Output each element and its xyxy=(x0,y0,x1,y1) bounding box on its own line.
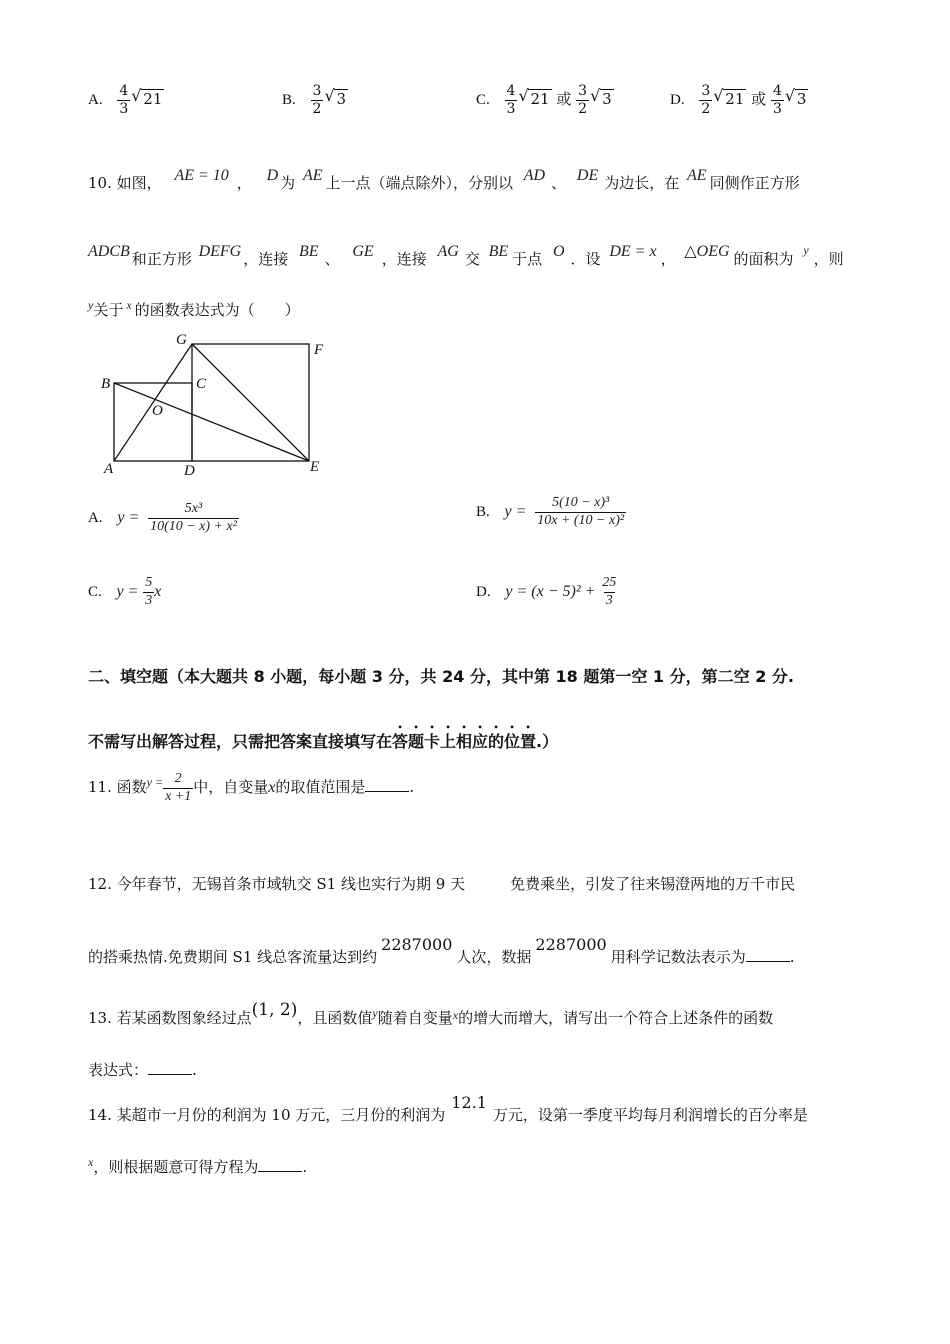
math: AE xyxy=(687,167,707,184)
math: y = (x − 5)² + xyxy=(505,583,596,601)
q9-option-a[interactable] xyxy=(88,84,164,116)
number: 12.1 xyxy=(451,1093,487,1112)
q14-line2 xyxy=(88,1156,307,1177)
number: 2287000 xyxy=(381,935,453,954)
text: ，连接 xyxy=(381,250,427,268)
text: 如图， xyxy=(116,174,162,192)
question-number: 12. xyxy=(88,875,112,893)
or-text: 或 xyxy=(556,90,572,109)
text: . xyxy=(302,1158,308,1176)
section-title: 二、填空题（本大题共 8 小题，每小题 3 分，共 24 分，其中第 18 题第一空 1 分，第二空 2 分. xyxy=(88,667,794,686)
text: ，且函数值 xyxy=(297,1009,373,1027)
math: AE = 10 xyxy=(174,167,229,184)
text: 上一点（端点除外），分别以 xyxy=(325,174,513,192)
q9-option-d[interactable] xyxy=(670,84,808,116)
option-label: A. xyxy=(88,510,103,527)
sqrt: √ 21 xyxy=(528,89,551,108)
text: 为边长，在 xyxy=(604,174,680,192)
option-label: C. xyxy=(476,92,490,109)
q10-line1 xyxy=(88,167,800,193)
text: . xyxy=(409,778,415,797)
square-adcb xyxy=(114,383,192,461)
q10-option-a[interactable] xyxy=(88,502,239,534)
segment-ge xyxy=(192,344,309,461)
option-label: A. xyxy=(88,92,103,109)
text: 于点 xyxy=(512,250,543,268)
sqrt: √ 21 xyxy=(141,89,164,108)
math: y = xyxy=(504,503,527,521)
label-g: G xyxy=(176,332,187,348)
q10-line3 xyxy=(88,299,300,320)
or-text: 或 xyxy=(751,90,767,109)
q12-line1 xyxy=(88,873,795,894)
label-o: O xyxy=(152,403,163,419)
text: 交 xyxy=(464,250,480,268)
text: 中，自变量 xyxy=(193,778,269,797)
q10-option-c[interactable] xyxy=(88,576,161,608)
q14-line1 xyxy=(88,1093,808,1125)
section-instructions xyxy=(88,723,558,752)
math: y xyxy=(88,298,94,312)
fraction: $\frac{4}{3}$ xyxy=(506,83,516,117)
text: 、 xyxy=(551,174,567,192)
text: 和正方形 xyxy=(131,250,192,268)
fraction: $\frac{4}{3}$ xyxy=(119,83,129,117)
fraction: $\frac{3}{2}$ xyxy=(701,83,711,117)
text: 随着自变量 xyxy=(377,1009,453,1027)
fraction: $\frac{25}{3}$ xyxy=(602,575,617,608)
text: 的函数表达式为（ ） xyxy=(134,301,300,319)
label-a: A xyxy=(104,461,114,477)
text: 某超市一月份的利润为 10 万元，三月份的利润为 xyxy=(116,1106,446,1124)
text: 关于 xyxy=(93,301,124,319)
text: 的取值范围是 xyxy=(275,778,366,797)
math: BE xyxy=(488,243,509,260)
fraction: $\frac{4}{3}$ xyxy=(772,83,782,117)
text: ，则 xyxy=(813,250,844,268)
math: x xyxy=(268,779,276,797)
text: ，则根据题意可得方程为 xyxy=(93,1158,259,1176)
text: .） xyxy=(536,732,559,751)
text: 用科学记数法表示为 xyxy=(610,948,746,966)
text: ， xyxy=(236,174,252,192)
math: x xyxy=(126,298,132,312)
answer-blank[interactable] xyxy=(746,949,790,962)
math: y = xyxy=(116,583,139,601)
text: 同侧作正方形 xyxy=(709,174,800,192)
label-b: B xyxy=(101,376,111,392)
math: DE = x xyxy=(609,243,657,260)
math: O xyxy=(552,243,565,260)
q11 xyxy=(88,772,414,804)
q13-line2 xyxy=(88,1059,197,1080)
text: 的面积为 xyxy=(733,250,794,268)
answer-blank[interactable] xyxy=(148,1062,192,1075)
text: . xyxy=(192,1061,197,1079)
option-label: D. xyxy=(670,92,685,109)
fraction: $\frac{3}{2}$ xyxy=(578,83,588,117)
math: AG xyxy=(437,243,459,260)
fraction: $\frac{\text{5(10 − x)³}}{\text{10x + (10 − x)²}}$ xyxy=(537,495,625,528)
label-f: F xyxy=(314,342,324,358)
q10-line2 xyxy=(88,243,844,269)
math: y xyxy=(372,1006,378,1020)
emphasis-text: 答题卡上相应的位置 xyxy=(392,732,537,751)
math: x xyxy=(88,1155,94,1169)
answer-blank[interactable] xyxy=(365,779,409,792)
sqrt: √ 3 xyxy=(795,89,809,108)
math: x xyxy=(154,583,162,601)
text: ．设 xyxy=(570,250,601,268)
q12-line2 xyxy=(88,935,795,967)
math: y = xyxy=(146,775,164,790)
math: D xyxy=(266,167,279,184)
text: 函数 xyxy=(116,778,147,797)
question-number: 13. xyxy=(88,1009,112,1027)
math: DEFG xyxy=(198,243,242,260)
math: BE xyxy=(299,243,319,260)
question-number: 14. xyxy=(88,1106,112,1124)
option-label: B. xyxy=(476,504,490,521)
text: . xyxy=(789,948,795,966)
math: x xyxy=(452,1008,459,1022)
option-label: C. xyxy=(88,584,102,601)
question-number: 11. xyxy=(88,778,112,797)
text: 万元，设第一季度平均每月利润增长的百分率是 xyxy=(492,1106,808,1124)
q10-option-d[interactable] xyxy=(476,576,618,608)
math: GE xyxy=(352,243,374,260)
math: (1, 2) xyxy=(251,1000,298,1020)
question-number: 10. xyxy=(88,174,112,192)
fraction: $\frac{3}{2}$ xyxy=(312,83,322,117)
text: ，连接 xyxy=(243,250,289,268)
math: y xyxy=(803,243,809,257)
math: DE xyxy=(576,167,599,184)
text: 今年春节，无锡首条市域轨交 S1 线也实行为期 9 天 免费乘坐，引发了往来锡澄两地的万千市民 xyxy=(116,875,796,893)
fraction: $\frac{2}{x +1}$ xyxy=(165,771,192,804)
q9-option-b[interactable] xyxy=(282,84,348,116)
math: AE xyxy=(302,167,323,184)
text: 的搭乘热情.免费期间 S1 线总客流量达到约 xyxy=(88,948,378,966)
q10-option-b[interactable] xyxy=(476,496,626,528)
text: 为 xyxy=(280,174,296,192)
label-c: C xyxy=(196,376,207,392)
label-e: E xyxy=(310,459,320,475)
option-label: D. xyxy=(476,584,491,601)
text: ， xyxy=(660,250,676,268)
fraction: $\frac{5}{3}$ xyxy=(145,575,153,608)
text: 不需写出解答过程，只需把答案直接填写在 xyxy=(88,732,393,751)
text: 若某函数图象经过点 xyxy=(116,1009,252,1027)
q13-line1 xyxy=(88,1000,774,1028)
text: 人次，数据 xyxy=(456,948,532,966)
q9-option-c[interactable] xyxy=(476,84,614,116)
q10-figure xyxy=(98,328,338,478)
sqrt: √ 21 xyxy=(723,89,746,108)
math: y = xyxy=(117,509,140,527)
label-d: D xyxy=(184,463,195,478)
math: △OEG xyxy=(684,243,730,260)
math: AD xyxy=(523,167,546,184)
answer-blank[interactable] xyxy=(258,1159,302,1172)
option-label: B. xyxy=(282,92,296,109)
text: 、 xyxy=(324,250,340,268)
sqrt: √ 3 xyxy=(600,89,614,108)
math: ADCB xyxy=(88,243,130,260)
segment-be xyxy=(114,383,309,461)
fraction: $\frac{\text{5x³}}{\text{10(10 − x) + x²}}$ xyxy=(150,501,237,534)
sqrt: √ 3 xyxy=(334,89,348,108)
text: 的增大而增大，请写出一个符合上述条件的函数 xyxy=(458,1009,774,1027)
text: 表达式： xyxy=(88,1061,149,1079)
number: 2287000 xyxy=(535,935,607,954)
